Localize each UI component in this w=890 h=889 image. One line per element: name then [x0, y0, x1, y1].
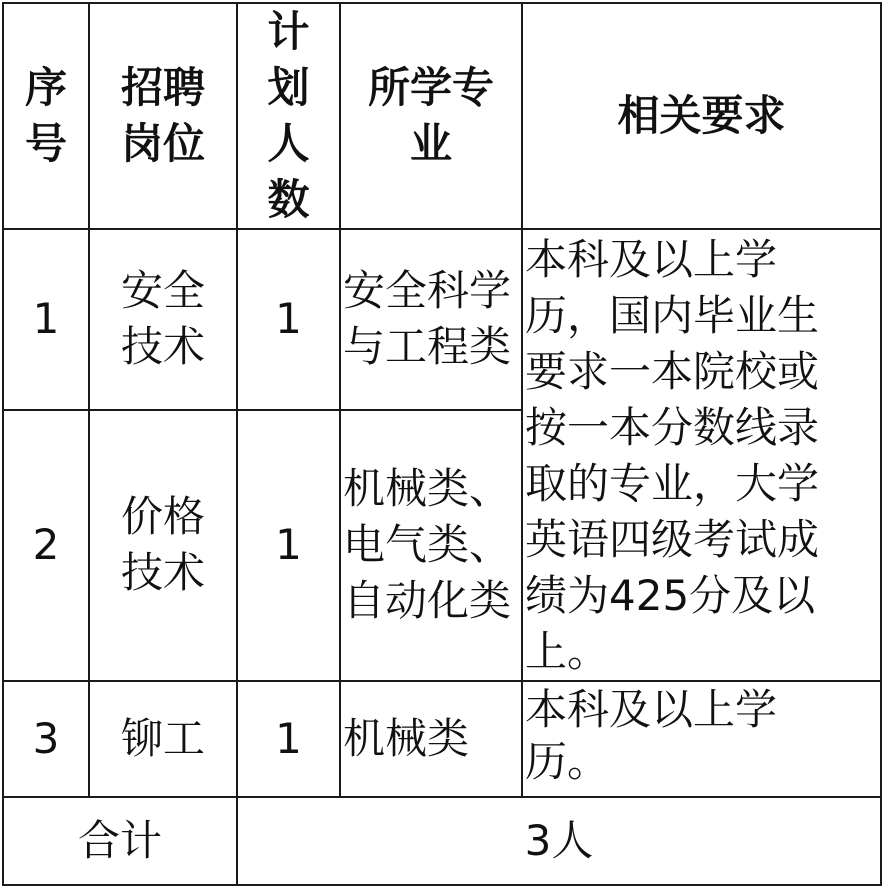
header-position: 招聘 岗位 — [89, 3, 237, 229]
shared-requirements-cell: 本科及以上学 历，国内毕业生 要求一本院校或 按一本分数线录 取的专业，大学 英语四级考试成 绩为425分及以 上。 — [522, 229, 881, 681]
row-position: 铆工 — [89, 681, 237, 797]
table-row — [3, 229, 881, 410]
recruitment-table-container — [2, 2, 880, 882]
total-row — [3, 797, 881, 885]
header-row — [3, 3, 881, 229]
row-position: 价格 技术 — [89, 410, 237, 681]
row-count: 1 — [237, 410, 340, 681]
total-label: 合计 — [3, 797, 237, 885]
recruitment-table — [2, 2, 882, 886]
row-major: 机械类 — [340, 681, 522, 797]
row-count: 1 — [237, 229, 340, 410]
row-count: 1 — [237, 681, 340, 797]
row-position: 安全 技术 — [89, 229, 237, 410]
row-requirements: 本科及以上学 历。 — [522, 681, 881, 797]
row-major: 机械类、 电气类、 自动化类 — [340, 410, 522, 681]
header-count: 计 划 人 数 — [237, 3, 340, 229]
row-index: 1 — [3, 229, 89, 410]
table-row — [3, 681, 881, 797]
total-value: 3人 — [237, 797, 881, 885]
row-index: 3 — [3, 681, 89, 797]
header-requirements: 相关要求 — [522, 3, 881, 229]
row-major: 安全科学 与工程类 — [340, 229, 522, 410]
header-index: 序 号 — [3, 3, 89, 229]
header-major: 所学专 业 — [340, 3, 522, 229]
row-index: 2 — [3, 410, 89, 681]
